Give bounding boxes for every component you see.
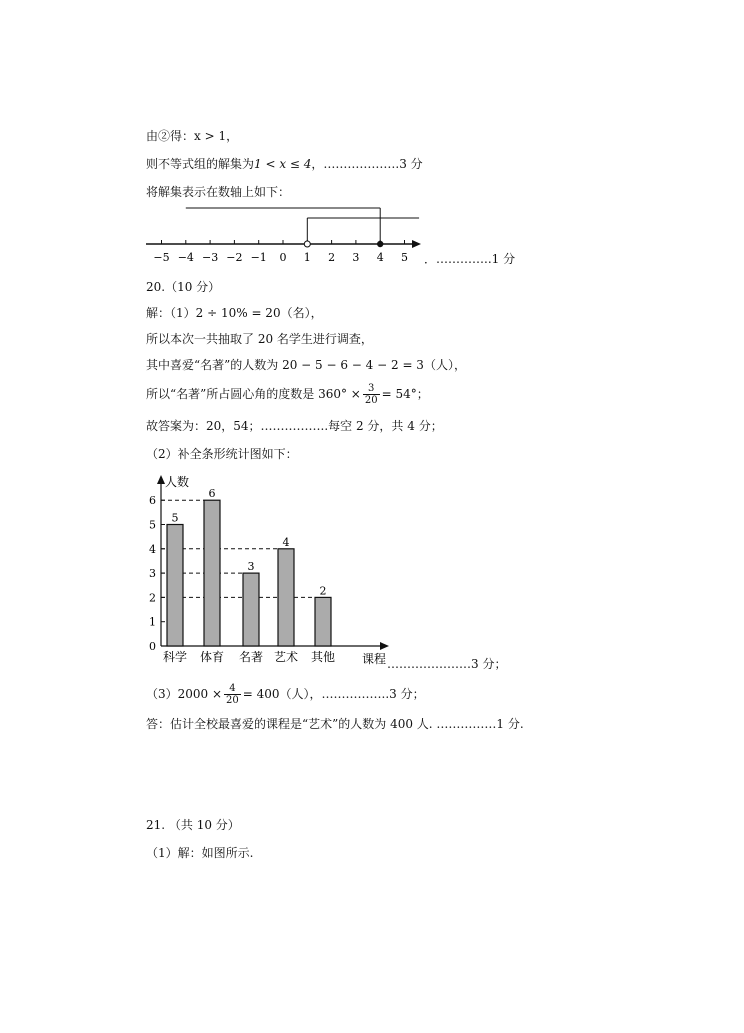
text: 所以本次一共抽取了 20 名学生进行调查，	[146, 332, 373, 346]
inequality: 1 < x ≤ 4	[254, 157, 312, 171]
score-note: ，……………….3 分	[311, 157, 423, 171]
bar-value-label: 3	[247, 560, 255, 574]
question-21-part1	[146, 845, 253, 861]
text: 由②得：x > 1，	[146, 129, 239, 143]
angle-line	[146, 382, 429, 406]
text: 将解集表示在数轴上如下：	[146, 185, 291, 199]
fraction-4-20	[224, 683, 241, 706]
text: 21. （共 10 分）	[146, 818, 240, 832]
number-line-intro	[146, 184, 290, 200]
y-tick-label: 0	[149, 640, 156, 653]
answer-part2-line	[146, 446, 298, 462]
closed-point-marker	[377, 241, 383, 247]
axis-tick-label: −5	[153, 251, 170, 264]
text: （3）2000 ×	[146, 687, 223, 701]
fraction-3-20	[363, 383, 380, 406]
bar-value-label: 6	[208, 487, 216, 501]
x-axis-label: 课程	[362, 652, 387, 666]
text: 故答案为：20，54；……………..每空 2 分，共 4 分；	[146, 419, 443, 433]
bar-1	[167, 525, 183, 647]
bar-value-label: 4	[282, 535, 290, 549]
text: ．…………..1 分	[424, 252, 516, 266]
chart-score-note	[387, 656, 506, 672]
x-axis-arrow-icon	[380, 642, 389, 650]
y-tick-label: 6	[149, 494, 156, 508]
category-label: 科学	[162, 650, 188, 664]
y-tick-label: 4	[149, 542, 156, 556]
bar-5	[315, 597, 331, 646]
text: 所以“名著”所占圆心角的度数是 360° ×	[146, 387, 361, 401]
axis-arrow-icon	[412, 240, 421, 248]
category-label: 艺术	[273, 650, 299, 664]
sample-size-line	[146, 331, 373, 347]
bar-chart	[140, 466, 410, 671]
text: = 400（人），……………..3 分；	[242, 687, 425, 701]
y-tick-label: 5	[149, 518, 156, 532]
answer-summary-line	[146, 418, 443, 434]
text: 则不等式组的解集为	[146, 157, 255, 171]
y-tick-label: 1	[149, 615, 156, 629]
axis-tick-label: 4	[376, 251, 384, 264]
question-20-heading	[146, 279, 220, 295]
mingzhu-count-line	[146, 357, 466, 373]
bar-4	[278, 549, 294, 646]
denominator: 20	[226, 695, 239, 706]
axis-tick-label: −3	[201, 251, 219, 264]
bar-value-label: 5	[171, 511, 179, 525]
text: = 54°；	[381, 387, 429, 401]
axis-tick-label: −4	[177, 251, 194, 264]
text: （2）补全条形统计图如下：	[146, 447, 298, 461]
answer-part3-line	[146, 682, 425, 706]
y-axis-arrow-icon	[157, 475, 165, 484]
text: （1）解：如图所示.	[146, 846, 254, 860]
axis-tick-label: 1	[303, 251, 311, 264]
text: 其中喜爱“名著”的人数为 20 − 5 − 6 − 4 − 2 = 3（人），	[146, 358, 466, 372]
text: 解：（1）2 ÷ 10% = 20（名），	[146, 306, 323, 320]
numerator: 4	[224, 683, 241, 695]
text: 20.（10 分）	[146, 280, 221, 294]
axis-tick-label: −1	[250, 251, 267, 264]
axis-tick-label: 0	[279, 251, 287, 264]
y-axis-label: 人数	[165, 475, 190, 489]
question-21-heading	[146, 817, 240, 833]
text: …………………3 分；	[387, 657, 507, 671]
bar-2	[204, 500, 220, 646]
y-tick-label: 2	[149, 591, 156, 605]
numerator: 3	[363, 383, 380, 395]
number-line-score-note	[424, 251, 515, 267]
solution-line-x-gt-1	[146, 128, 238, 144]
text: 答：估计全校最喜爱的课程是“艺术”的人数为 400 人. ……………1 分.	[146, 717, 524, 731]
y-tick-label: 3	[149, 567, 156, 581]
axis-tick-label: 5	[401, 251, 408, 264]
solution-set-line	[146, 156, 423, 172]
denominator: 20	[364, 395, 378, 406]
open-point-marker	[304, 241, 310, 247]
axis-tick-label: 2	[328, 251, 336, 264]
bar-value-label: 2	[319, 584, 327, 598]
axis-tick-label: −2	[226, 251, 243, 264]
final-answer-line	[146, 716, 524, 732]
bar-3	[243, 573, 259, 646]
category-label: 其他	[310, 650, 336, 664]
category-label: 名著	[238, 650, 264, 664]
category-label: 体育	[199, 650, 225, 664]
axis-tick-label: 3	[352, 251, 360, 264]
answer-part1-line	[146, 305, 323, 321]
